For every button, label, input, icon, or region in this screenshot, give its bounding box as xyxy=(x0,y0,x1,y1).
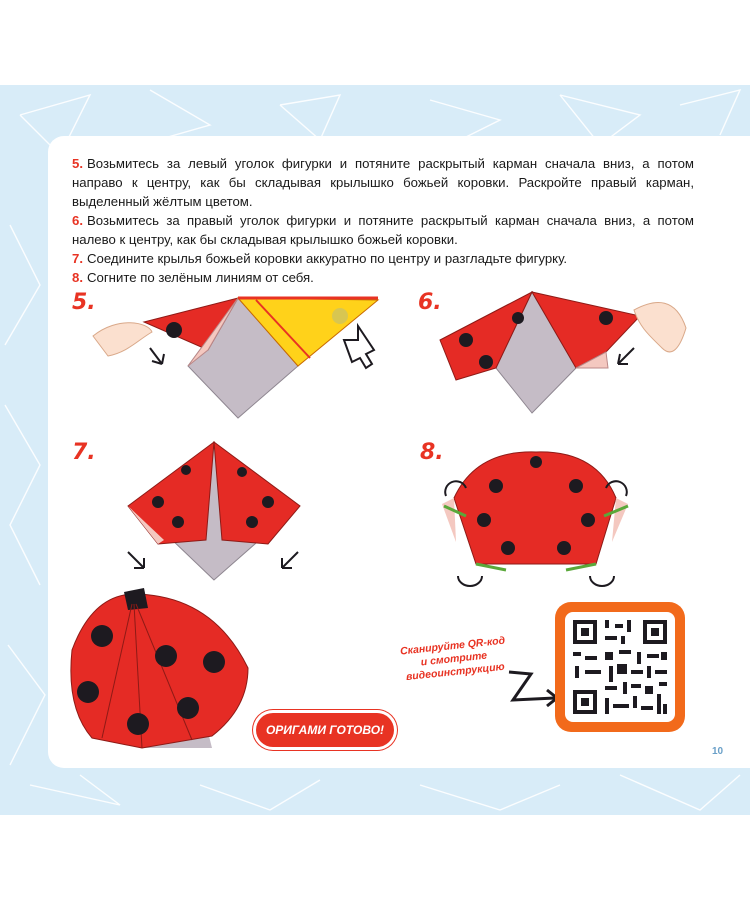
qr-code-area[interactable] xyxy=(565,612,675,722)
instruction-text: Возьмитесь за левый уголок фигурки и потяните раскрытый карман сначала вниз, а потом направо к центру, как бы складывая крылышко божьей коровки. Раскройте правый карман, выделенный жёлтым цветом. xyxy=(72,156,694,209)
step-label-8: 8. xyxy=(420,440,444,465)
step-8-figure xyxy=(436,446,636,596)
step-6-figure xyxy=(436,288,696,418)
step-label-6: 6. xyxy=(418,290,442,315)
qr-code-frame[interactable] xyxy=(555,602,685,732)
step-5-figure xyxy=(88,292,388,422)
finished-ladybug-figure xyxy=(62,588,262,758)
qr-code-icon xyxy=(565,612,675,722)
page-number: 10 xyxy=(712,746,724,757)
instruction-6 xyxy=(72,211,694,249)
step-label-5: 5. xyxy=(72,290,96,315)
instruction-number: 8. xyxy=(72,270,83,285)
instruction-number: 6. xyxy=(72,213,83,228)
instruction-text: Соедините крылья божьей коровки аккуратно по центру и разгладьте фигурку. xyxy=(87,251,568,266)
qr-caption: Сканируйте QR-код и смотрите видеоинструкцию xyxy=(399,634,506,684)
step-label-7: 7. xyxy=(72,440,96,465)
instruction-number: 7. xyxy=(72,251,83,266)
instruction-7 xyxy=(72,249,694,268)
instruction-5 xyxy=(72,154,694,211)
instruction-text: Возьмитесь за правый уголок фигурки и потяните раскрытый карман сначала вниз, а потом налево к центру, как бы складывая крылышко божьей коровки. xyxy=(72,213,694,247)
instructions-block xyxy=(72,154,694,287)
instruction-number: 5. xyxy=(72,156,83,171)
instruction-8 xyxy=(72,268,694,287)
origami-ready-badge: ОРИГАМИ ГОТОВО! xyxy=(256,713,394,747)
instruction-text: Согните по зелёным линиям от себя. xyxy=(87,270,314,285)
step-7-figure xyxy=(118,440,318,590)
